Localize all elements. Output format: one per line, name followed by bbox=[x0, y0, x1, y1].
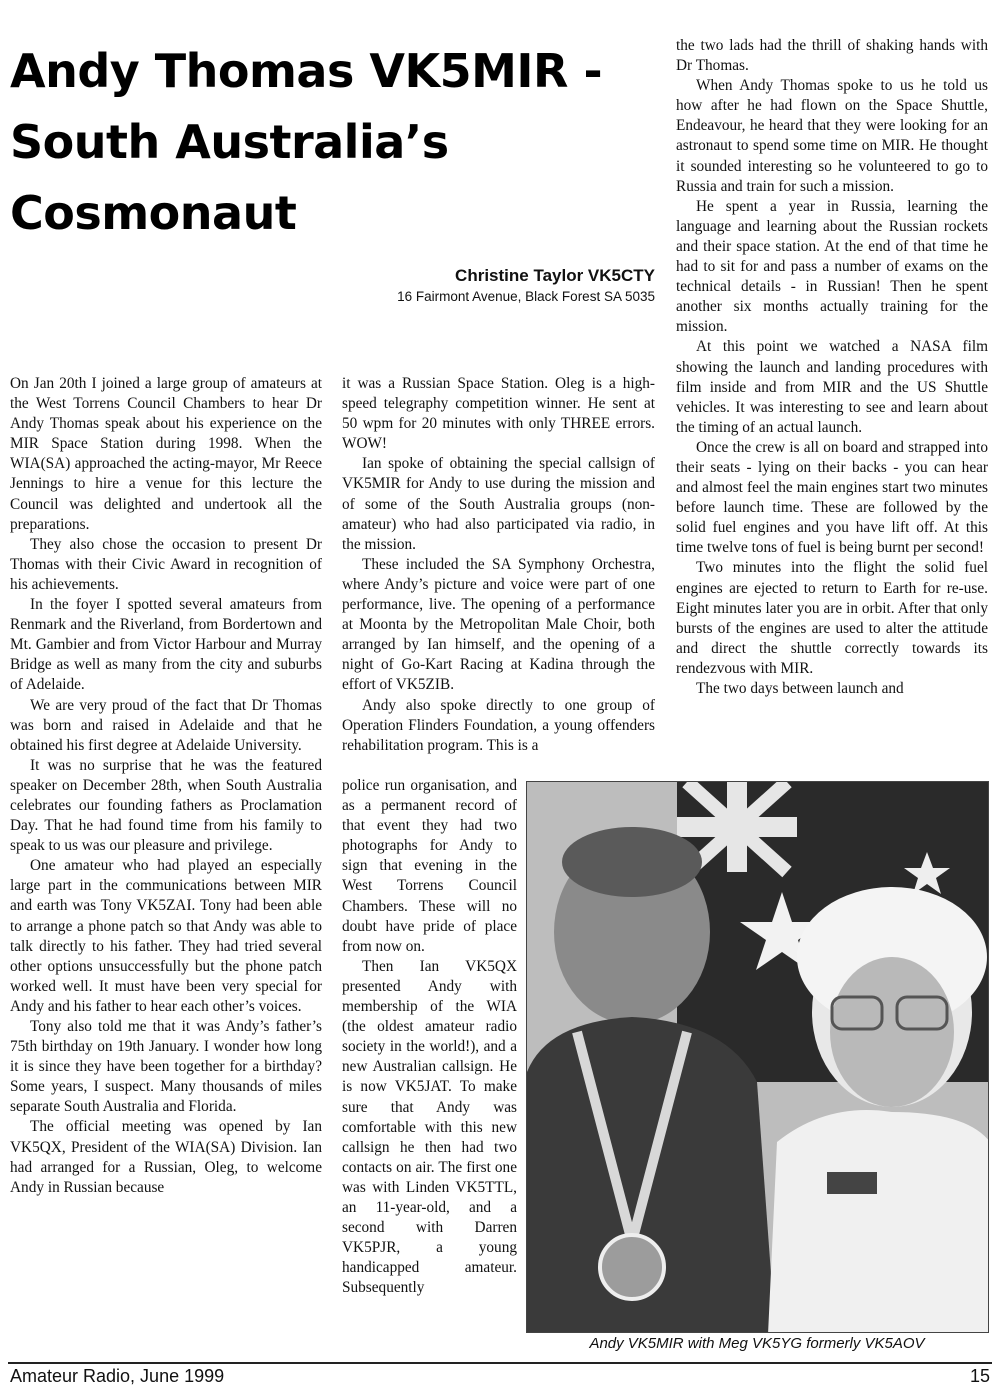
paragraph: Once the crew is all on board and strapped into their seats - lying on their backs - you can hear and almost feel the main engines start two minutes before launch time. These are followed by the solid fuel engines and you have lift off. At this time twelve tons of fuel is being burnt per second! bbox=[676, 438, 988, 557]
paragraph: Then Ian VK5QX presented Andy with membership of the WIA (the oldest amateur radio society in the world!), and a new Australian callsign. He is now VK5JAT. To make sure that Andy was comfortable with this new callsign he then had two contacts on air. The first one was with Linden VK5TTL, an 11-year-old, and a second with Darren VK5PJR, a young handicapped amateur. Subsequently bbox=[342, 957, 517, 1297]
paragraph: When Andy Thomas spoke to us he told us how after he had flown on the Space Shuttle, Endeavour, he heard that they were looking for an astronaut to spend some time on MIR. He thought it sounded interesting so he volunteered to go to Russia and train for such a mission. bbox=[676, 77, 988, 195]
article-title bbox=[10, 36, 650, 249]
paragraph: They also chose the occasion to present Dr Thomas with their Civic Award in recognition of his achievements. bbox=[10, 535, 322, 593]
column-2-narrow bbox=[342, 776, 517, 1298]
paragraph: He spent a year in Russia, learning the language and learning about the Russian rockets and their space station. At the end of that time he had to sit for and pass a number of exams on the technical details - in Russian! Then he spent another six months actually training for the mission. bbox=[676, 197, 988, 336]
paragraph: The two days between launch and bbox=[696, 680, 904, 697]
paragraph: At this point we watched a NASA film showing the launch and landing procedures with film inside and from MIR and the US Shuttle vehicles. It was interesting to see and learn about the timing of an actual launch. bbox=[676, 338, 988, 436]
author-address: 16 Fairmont Avenue, Black Forest SA 5035 bbox=[397, 289, 655, 304]
author-name: Christine Taylor VK5CTY bbox=[455, 266, 655, 285]
paragraph: These included the SA Symphony Orchestra, where Andy’s picture and voice were part of one performance, live. The opening of a performance at Moonta by the Metropolitan Male Choir, both arranged by Ian himself, and the opening of a night of Go-Kart Racing at Kadina through the effort of VK5ZIB. bbox=[342, 555, 655, 694]
footer-publication: Amateur Radio, June 1999 bbox=[10, 1366, 225, 1386]
paragraph: It was no surprise that he was the featured speaker on December 28th, when South Australia celebrates our founding fathers as Proclamation Day. That he had found time from his family to speak to us was our pleasure and privilege. bbox=[10, 756, 322, 855]
paragraph: police run organisation, and as a permanent record of that event they had two photographs for Andy to sign that evening in the West Torrens Council Chambers. These will no doubt have pride of place from now on. bbox=[342, 777, 517, 955]
paragraph: We are very proud of the fact that Dr Thomas was born and raised in Adelaide and that he obtained his first degree at Adelaide University. bbox=[10, 696, 322, 754]
paragraph: In the foyer I spotted several amateurs from Renmark and the Riverland, from Bordertown and Mt. Gambier and from Victor Harbour and Murray Bridge as well as many from the city and suburbs of Adelaide. bbox=[10, 596, 322, 694]
photo-caption: Andy VK5MIR with Meg VK5YG formerly VK5AOV bbox=[589, 1335, 925, 1352]
paragraph: Andy also spoke directly to one group of Operation Flinders Foundation, a young offenders rehabilitation program. This is a bbox=[342, 696, 655, 754]
paragraph: One amateur who had played an especially large part in the communications between MIR and earth was Tony VK5ZAI. Tony had been able to arrange a phone patch so that Andy was able to talk directly to his father. They had tried several other options unsuccessfully but the phone patch worked well. It must have been very special for Andy and his father to hear each other’s voices. bbox=[10, 857, 322, 1015]
paragraph: Two minutes into the flight the solid fuel engines are ejected to return to Earth for re-use. Eight minutes later you are in orbit. After that only bursts of the engines are used to alter the attitude and direct the shuttle correctly towards its rendezvous with MIR. bbox=[676, 559, 988, 677]
photo-illustration bbox=[527, 782, 989, 1333]
title-line-1: Andy Thomas VK5MIR - bbox=[10, 44, 603, 98]
column-3 bbox=[676, 36, 988, 699]
column-2 bbox=[342, 374, 655, 756]
paragraph: Tony also told me that it was Andy’s father’s 75th birthday on 19th January. I wonder how long it is since they have been together for a birthday? Some years, I suspect. Many thousands of miles separate South Australia and Florida. bbox=[10, 1018, 322, 1116]
paragraph: The official meeting was opened by Ian VK5QX, President of the WIA(SA) Division. Ian had arranged for a Russian, Oleg, to welcome Andy in Russian because bbox=[10, 1118, 322, 1196]
title-line-3: Cosmonaut bbox=[10, 186, 297, 240]
photo bbox=[526, 781, 989, 1333]
paragraph: On Jan 20th I joined a large group of amateurs at the West Torrens Council Chambers to hear Dr Andy Thomas speak about his experience on the MIR Space Station during 1998. When the WIA(SA) approached the acting-mayor, Mr Reece Jennings to hire a venue for this lecture the Council was delighted and undertook all the preparations. bbox=[10, 375, 322, 533]
paragraph: it was a Russian Space Station. Oleg is a high-speed telegraphy competition winner. He sent at 50 wpm for 20 minutes with only THREE errors. WOW! bbox=[342, 375, 655, 453]
paragraph: Ian spoke of obtaining the special callsign of VK5MIR for Andy to use during the mission and of some of the South Australia groups (non-amateur) who had also participated via radio, in the mission. bbox=[342, 455, 655, 553]
byline bbox=[397, 265, 655, 307]
footer-rule bbox=[8, 1362, 992, 1364]
footer-page-number: 15 bbox=[969, 1366, 990, 1386]
paragraph: the two lads had the thrill of shaking hands with Dr Thomas. bbox=[676, 37, 988, 75]
column-1 bbox=[10, 374, 322, 1198]
title-line-2: South Australia’s bbox=[10, 115, 449, 169]
